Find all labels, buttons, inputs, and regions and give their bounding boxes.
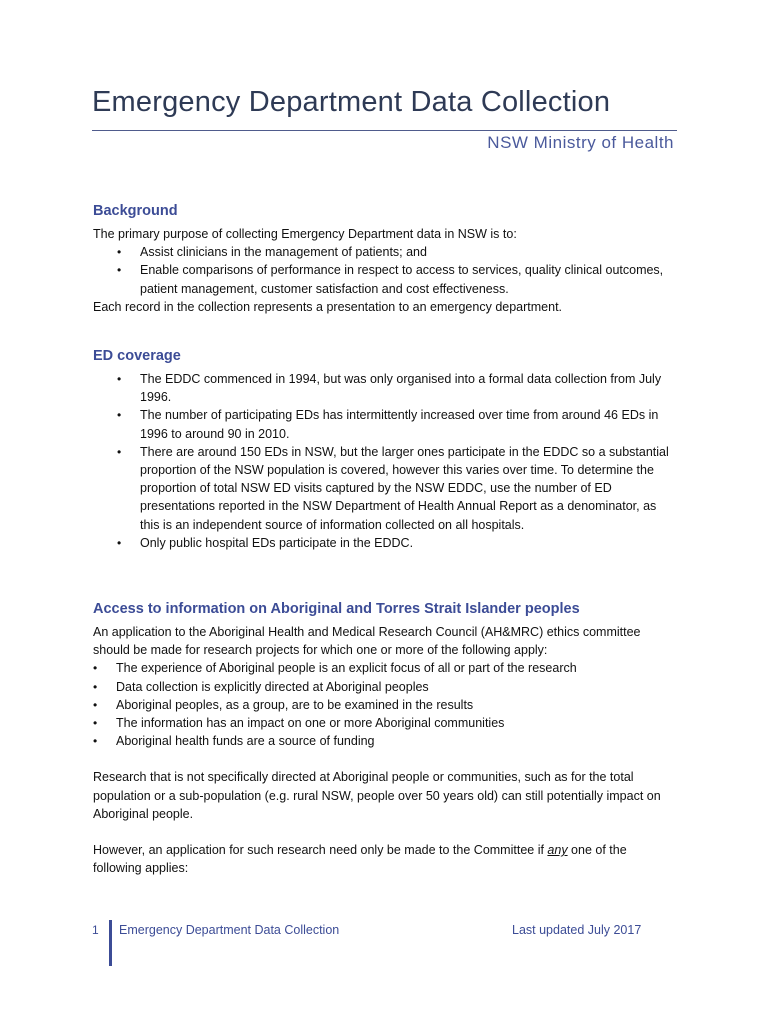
page-footer	[92, 920, 652, 968]
bullet-icon: •	[93, 661, 98, 676]
bullet-icon: •	[117, 408, 122, 423]
bullet-icon: •	[117, 263, 122, 278]
bullet-icon: •	[117, 444, 122, 459]
list-item: • Enable comparisons of performance in respect to access to services, quality clinical outcomes, patient management, customer satisfaction and cost effectiveness.	[117, 263, 664, 296]
aboriginal-paragraph-1: Research that is not specifically directed at Aboriginal people or communities, such as for the total population or a sub-population (e.g. rural NSW, people over 50 years old) can still potentially impact on Aboriginal people.	[93, 770, 661, 821]
coverage-heading: ED coverage	[93, 348, 181, 364]
coverage-section	[93, 348, 675, 552]
bullet-icon: •	[93, 679, 98, 694]
bullet-icon: •	[117, 245, 122, 260]
aboriginal-bullets	[93, 659, 675, 750]
document-title: Emergency Department Data Collection	[92, 86, 611, 118]
list-item: • Assist clinicians in the management of patients; and	[93, 243, 675, 261]
aboriginal-heading: Access to information on Aboriginal and Torres Strait Islander peoples	[93, 601, 580, 617]
list-item: • Only public hospital EDs participate in the EDDC.	[93, 534, 675, 552]
list-item: • Aboriginal peoples, as a group, are to be examined in the results	[93, 696, 675, 714]
background-outro: Each record in the collection represents a presentation to an emergency department.	[93, 299, 563, 314]
background-heading: Background	[93, 203, 178, 219]
list-item: • Data collection is explicitly directed at Aboriginal peoples	[93, 678, 675, 696]
page-number: 1	[92, 923, 99, 937]
footer-updated: Last updated July 2017	[512, 923, 642, 937]
aboriginal-intro: An application to the Aboriginal Health and Medical Research Council (AH&MRC) ethics committee should be made for research projects for which one or more of the following apply:	[93, 625, 641, 658]
title-divider	[92, 130, 677, 131]
bullet-icon: •	[93, 697, 98, 712]
bullet-icon: •	[93, 734, 98, 749]
bullet-icon: •	[117, 372, 122, 386]
list-item: • The number of participating EDs has intermittently increased over time from around 46 EDs in 1996 to around 90 in 2010.	[117, 408, 659, 441]
list-item: • The EDDC commenced in 1994, but was only organised into a formal data collection from July 1996.	[117, 372, 662, 405]
list-item: • The experience of Aboriginal people is an explicit focus of all or part of the research	[93, 659, 675, 677]
aboriginal-paragraph-2: However, an application for such research need only be made to the Committee if any one of the following applies:	[93, 843, 627, 876]
footer-divider	[109, 920, 112, 966]
bullet-icon: •	[117, 535, 122, 550]
background-section	[93, 203, 675, 316]
coverage-bullets	[93, 370, 675, 552]
footer-title: Emergency Department Data Collection	[119, 923, 340, 937]
emphasis-any: any	[547, 843, 568, 858]
list-item: • There are around 150 EDs in NSW, but the larger ones participate in the EDDC so a substantial proportion of the NSW population is covered, however this varies over time. To determine the proportion of total NSW ED visits captured by the NSW EDDC, use the number of ED presentations reported in the NSW Department of Health Annual Report as a denominator, as this is an independent source of information collected on all hospitals.	[117, 444, 669, 532]
aboriginal-section	[93, 601, 675, 877]
background-bullets	[93, 243, 675, 298]
background-intro: The primary purpose of collecting Emergency Department data in NSW is to:	[93, 227, 517, 241]
list-item: • The information has an impact on one or more Aboriginal communities	[93, 714, 675, 732]
bullet-icon: •	[93, 716, 98, 731]
list-item: • Aboriginal health funds are a source of funding	[93, 732, 675, 750]
document-subtitle: NSW Ministry of Health	[487, 133, 674, 152]
